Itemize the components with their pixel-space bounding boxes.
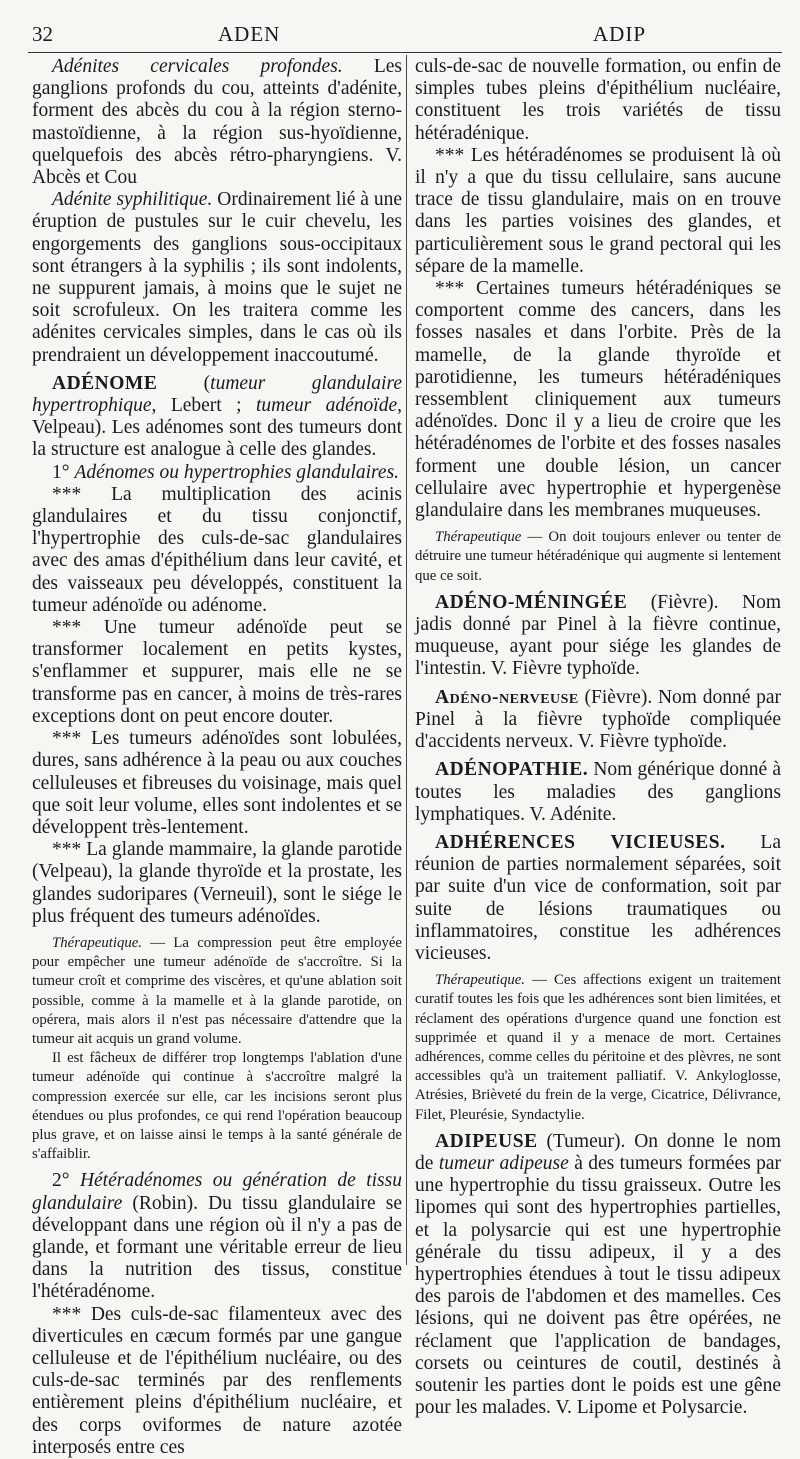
note-text: — La compression peut être employée pour empêcher une tumeur adénoïde de s'accroître. Si la tumeur croît et comprime des viscères, et qu'une ablation soit possible, comme à la mamelle et à la glande parotide, on opérera, mais alors il n'est pas nécessaire d'attendre que la tumeur ait acquis un grand volume. — [32, 934, 402, 1047]
paragraph-text: , Velpeau). Les adénomes sont des tumeurs dont la structure est analogue à celle des glandes. — [32, 395, 402, 461]
paragraph: *** Les hétéradénomes se produisent là où il n'y a que du tissu cellulaire, sans aucune trace de tissu glandulaire, mais on en trouve dans les parties voisines des glandes, et particulièrement sous le grand pectoral qui les sépare de la mamelle. — [415, 144, 781, 277]
subheading: Adénites cervicales profondes. — [52, 56, 343, 77]
paragraph-text: (Fièvre). Nom jadis donné par Pinel à la fièvre continue, muqueuse, ayant pour siége les glandes de l'intestin. V. Fièvre typhoïde. — [415, 591, 781, 680]
paragraph-text: à des tumeurs formées par une hypertrophie du tissu graisseux. Outre les lipomes qui sont des hypertrophies partielles, et la polysarcie qui est une hypertrophie générale du tissu adipeux, il y a des hypertrophies étendues à tout le tissu adipeux des parois de l'abdomen et des mamelles. Ces lésions, qui ne doivent pas être opérées, ne réclament que l'application de bandages, corsets ou ceintures de coutil, destinés à soutenir les parties dont le poids est une gêne pour les malades. V. Lipome et Polysarcie. — [415, 1152, 781, 1419]
note-label: Thérapeutique — [435, 529, 522, 546]
italic-text: tumeur adipeuse — [438, 1152, 569, 1174]
entry-term: ADIPEUSE — [435, 1130, 538, 1152]
page-header — [28, 22, 780, 50]
note-label: Thérapeutique. — [435, 972, 526, 989]
paragraph-text: (Fièvre). Nom donné par Pinel à la fièvre typhoïde compliquée d'accidents nerveux. V. Fièvre typhoïde. — [415, 686, 781, 753]
entry-term: ADÉNOPATHIE. — [435, 759, 589, 781]
entry-term: ADÉNO-MÉNINGÉE — [435, 591, 628, 613]
paragraph — [32, 189, 402, 367]
paragraph-text: La réunion de parties normalement séparées, soit par suite d'un vice de conformation, soit par suite de lésions traumatiques ou inflammatoires, constitue les adhérences vicieuses. — [415, 831, 781, 964]
entry-term: ADÉNOME — [52, 372, 158, 394]
paragraph-text: (Tumeur). On donne le nom de — [415, 1130, 781, 1174]
note-label: Thérapeutique. — [52, 934, 143, 951]
entry-term: ADHÉRENCES VICIEUSES. — [435, 831, 726, 853]
subheading: Adénite syphilitique. — [52, 189, 213, 211]
section-title: Adénomes ou hypertrophies glandulaires. — [74, 461, 400, 483]
paragraph: *** La glande mammaire, la glande parotide (Velpeau), la glande thyroïde et la prostate, les glandes sudoripares (Verneuil), sont le siége le plus fréquent des tumeurs adénoïdes. — [32, 839, 402, 927]
running-head-left: ADEN — [218, 22, 281, 46]
entry-adenome — [32, 373, 402, 462]
paragraph: *** La multiplication des acinis glandulaires et du tissu conjonctif, l'hypertrophie des culs-de-sac glandulaires avec des amas d'épithélium dans leur cavité, et des vaisseaux peu développés, constituent la tumeur adénoïde ou adénome. — [32, 483, 402, 616]
column-divider — [406, 55, 407, 1265]
header-rule — [28, 52, 782, 53]
italic-text: tumeur glandulaire hypertrophique — [32, 372, 402, 417]
section-title: Hétéradénomes ou génération de tissu glandulaire — [32, 1170, 402, 1214]
italic-text: tumeur adénoïde — [255, 395, 398, 417]
paragraph-text: (Robin). Du tissu glandulaire se développant dans une région où il n'y a pas de glande, et formant une véritable erreur de lieu dans la nutrition des tissus, constitue l'hétéradénome. — [32, 1192, 402, 1303]
page-number: 32 — [32, 22, 53, 46]
therapeutics-note: Il est fâcheux de différer trop longtemps l'ablation d'une tumeur adénoïde qui continue à s'accroître malgré la compression exercée sur elle, car les incisions seront plus étendues ou plus profondes, ce qui rend l'opération beaucoup plus grave, et on laisse ainsi le temps à la santé générale de s'affaiblir. — [32, 1050, 402, 1163]
paragraph: *** Une tumeur adénoïde peut se transformer localement en petits kystes, s'enflammer et suppurer, mais elle ne se transforme pas en cancer, à moins de très-rares exceptions dont on peut encore douter. — [32, 617, 402, 727]
entry-adherences — [415, 832, 781, 965]
paragraph-text: Nom générique donné à toutes les maladies des ganglions lymphatiques. V. Adénite. — [415, 759, 781, 825]
left-column — [32, 56, 402, 1459]
note-text: — On doit toujours enlever ou tenter de détruire une tumeur hétéradénique qui augmente si lentement que ce soit. — [415, 529, 781, 584]
paragraph: culs-de-sac de nouvelle formation, ou enfin de simples tubes pleins d'épithélium nucléaire, constituent les trois variétés de tissu hétéradénique. — [415, 56, 781, 144]
entry-adipeuse — [415, 1131, 781, 1420]
therapeutics-note — [415, 528, 781, 586]
paragraph: *** Des culs-de-sac filamenteux avec des diverticules en cæcum formés par une gangue celluleuse et de l'épithélium nucléaire, ou des culs-de-sac terminés par des renflements entièrement pleins d'épithélium nucléaire, et des corps oviformes de nature azotée interposés entre ces — [32, 1303, 402, 1458]
therapeutics-note — [32, 934, 402, 1049]
section-number: 2° — [52, 1170, 80, 1192]
paragraph: *** Certaines tumeurs hétéradéniques se comportent comme des cancers, dans les fosses nasales et dans l'orbite. Près de la mamelle, de la glande thyroïde et parotidienne, les tumeurs hétéradéniques ressemblent cliniquement aux tumeurs adénoïdes. Donc il y a lieu de croire que les hétéradénomes de l'orbite et des fosses nasales forment une double lésion, un cancer cellulaire avec hypertrophie et hypergenèse glandulaire dans les membranes muqueuses. — [415, 278, 781, 522]
paragraph-text: Les ganglions profonds du cou, atteints d'adénite, forment des abcès du cou à la région sterno-mastoïdienne, à la région sus-hyoïdienne, quelquefois des abcès rétro-pharyngiens. V. Abcès et Cou — [32, 56, 402, 189]
right-column — [415, 56, 781, 1419]
entry-adeno-nerveuse — [415, 687, 781, 754]
section-heading — [32, 462, 402, 484]
entry-adeno-meningee — [415, 592, 781, 681]
therapeutics-note — [415, 971, 781, 1125]
note-text: — Ces affections exigent un traitement curatif toutes les fois que les adhérences sont bien limitées, et réclament des opérations d'urgence quand une fonction est supprimée et quand il y a menace de mort. Certaines adhérences, comme celles du péritoine et des plèvres, ne sont accessibles qu'à un traitement palliatif. V. Ankyloglosse, Atrésies, Brièveté du frein de la verge, Cicatrice, Délivrance, Filet, Pleurésie, Syndactylie. — [415, 972, 781, 1123]
running-head-right: ADIP — [593, 22, 647, 46]
paragraph: *** Les tumeurs adénoïdes sont lobulées, dures, sans adhérence à la peau ou aux couches celluleuses et fibreuses du voisinage, mais quel que soit leur volume, elles sont indolentes et se développent très-lentement. — [32, 728, 402, 838]
paragraph-text: , Lebert ; — [151, 395, 256, 417]
entry-term: Adéno-nerveuse — [435, 686, 579, 708]
section-number: 1° — [52, 461, 75, 483]
paragraph-text: Ordinairement lié à une éruption de pustules sur le cuir chevelu, les engorgements des ganglions sous-occipitaux sont étrangers à la syphilis ; ils sont indolents, ne suppurent jamais, à moins que le sujet ne soit scrofuleux. On les traitera comme les adénites cervicales simples, dans le cas où ils prendraient un développement inaccoutumé. — [32, 189, 402, 366]
paragraph — [32, 56, 402, 189]
paragraph-text: ( — [157, 372, 211, 394]
entry-adenopathie — [415, 759, 781, 826]
